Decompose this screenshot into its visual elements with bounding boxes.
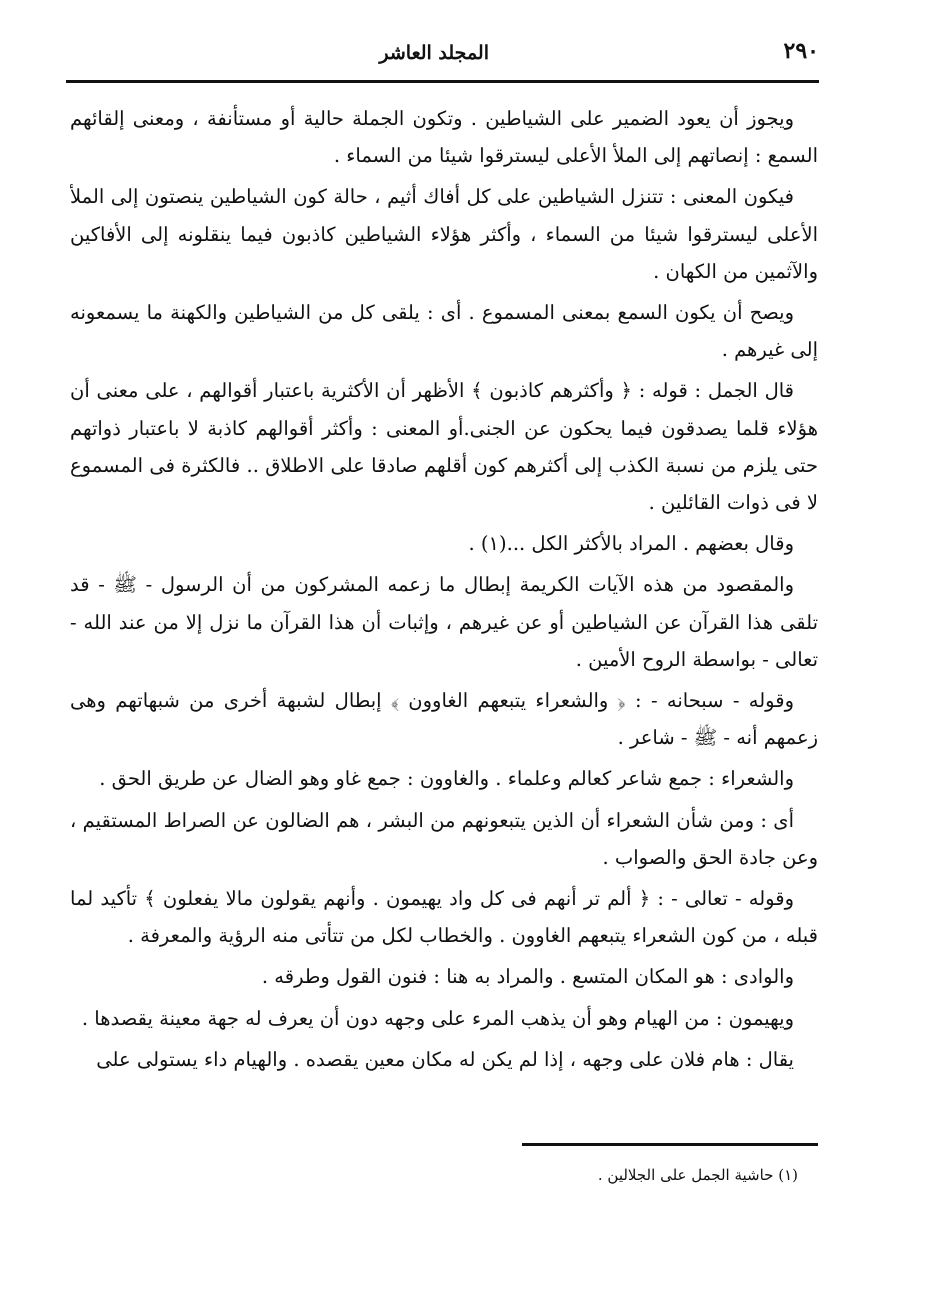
header-divider <box>66 80 819 83</box>
paragraph: فيكون المعنى : تتنزل الشياطين على كل أفاك أثيم ، حالة كون الشياطين ينصتون إلى الملأ الأعلى ليسترقوا شيئا من السماء ، وأكثر هؤلاء الشياطين كاذبون فيما ينقلونه إلى الأفاكين والآثمين من الكهان . <box>70 185 818 283</box>
paragraph: وقوله - تعالى - : ﴿ ألم تر أنهم فى كل واد يهيمون . وأنهم يقولون مالا يفعلون ﴾ تأكيد لما قبله ، من كون الشعراء يتبعهم الغاوون . والخطاب لكل من تتأتى منه الرؤية والمعرفة . <box>70 887 818 948</box>
paragraph: يقال : هام فلان على وجهه ، إذا لم يكن له مكان معين يقصده . والهيام داء يستولى على <box>96 1047 794 1071</box>
paragraph: والوادى : هو المكان المتسع . والمراد به هنا : فنون القول وطرقه . <box>261 965 794 989</box>
page-header <box>66 38 819 78</box>
paragraph: ويجوز أن يعود الضمير على الشياطين . وتكون الجملة حالية أو مستأنفة ، ومعنى إلقائهم السمع : إنصاتهم إلى الملأ الأعلى ليسترقوا شيئا من السماء . <box>70 107 818 168</box>
page-number: ٢٩٠ <box>783 38 819 64</box>
footnote-divider <box>522 1143 818 1146</box>
main-text <box>70 100 818 1130</box>
paragraph: وقال بعضهم . المراد بالأكثر الكل ...(١) . <box>468 532 794 556</box>
paragraph: وقوله - سبحانه - : ﴿ والشعراء يتبعهم الغاوون ﴾ إبطال لشبهة أخرى من شبهاتهم وهى زعمهم أنه - ﷺ - شاعر . <box>70 689 818 750</box>
footnote: (١) حاشية الجمل على الجلالين . <box>597 1166 798 1184</box>
paragraph: قال الجمل : قوله : ﴿ وأكثرهم كاذبون ﴾ الأظهر أن الأكثرية باعتبار أقوالهم ، على معنى أن هؤلاء قلما يصدقون فيما يحكون عن الجنى.أو المعنى : وأكثر أقوالهم كاذبة لا باعتبار ذواتهم حتى يلزم من نسبة الكذب إلى أكثرهم كون أقلهم صادقا على الاطلاق .. فالكثرة فى المسموع لا فى ذوات القائلين . <box>70 379 818 515</box>
paragraph: ويهيمون : من الهيام وهو أن يذهب المرء على وجهه دون أن يعرف له جهة معينة يقصدها . <box>81 1006 794 1030</box>
paragraph: ويصح أن يكون السمع بمعنى المسموع . أى : يلقى كل من الشياطين والكهنة ما يسمعونه إلى غيرهم . <box>70 301 818 362</box>
paragraph: والشعراء : جمع شاعر كعالم وعلماء . والغاوون : جمع غاو وهو الضال عن طريق الحق . <box>99 767 794 791</box>
running-title: المجلد العاشر <box>379 42 489 64</box>
paragraph: أى : ومن شأن الشعراء أن الذين يتبعونهم من البشر ، هم الضالون عن الصراط المستقيم ، وعن جادة الحق والصواب . <box>70 808 818 869</box>
paragraph: والمقصود من هذه الآيات الكريمة إبطال ما زعمه المشركون من أن الرسول - ﷺ - قد تلقى هذا القرآن عن الشياطين أو عن غيرهم ، وإثبات أن هذا القرآن ما نزل إلا من عند الله - تعالى - بواسطة الروح الأمين . <box>70 573 818 671</box>
